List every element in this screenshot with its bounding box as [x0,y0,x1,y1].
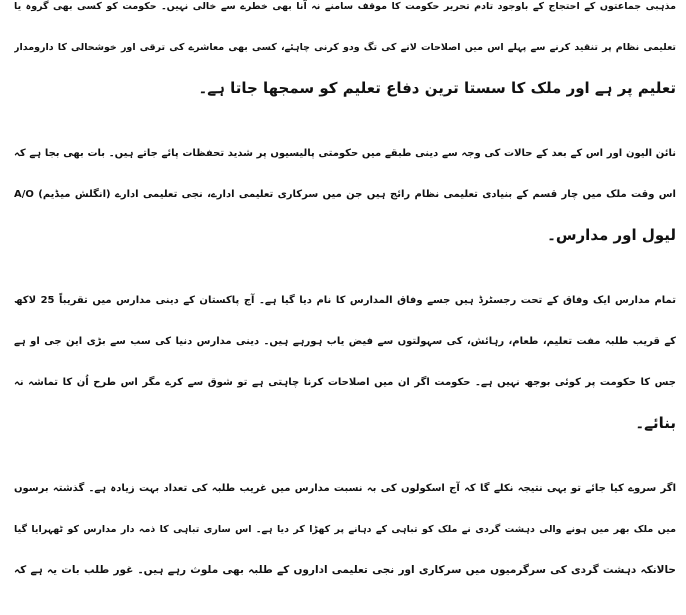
text-line: جس کا حکومت پر کوئی بوجھ نہیں ہے۔ حکومت اگر ان میں اصلاحات کرنا چاہتی ہے تو شوق سے کرے مگر اس طرح اُن کا تماشہ نہ [14,377,676,388]
paragraph-2 [14,133,676,256]
paragraph-4 [14,468,676,591]
text-line: بنائے۔ [635,414,676,432]
text-line: تعلیمی نظام پر تنقید کرنے سے پہلے اس میں اصلاحات لانے کی تگ ودو کرنی چاہئے، کسی بھی معاشرے کی ترقی اور خوشحالی کا دارومدار [14,42,676,53]
paragraph-1 [14,0,676,109]
text-line: تعلیم پر ہے اور ملک کا سستا ترین دفاع تعلیم کو سمجھا جاتا ہے۔ [198,79,676,97]
text-line: اگر سروے کیا جائے تو یہی نتیجہ نکلے گا کہ آج اسکولوں کی بہ نسبت مدارس میں غریب طلبہ کی تعداد بہت زیادہ ہے۔ گذشتہ برسوں [14,483,676,494]
text-line: مذہبی جماعتوں کے احتجاج کے باوجود تادم تحریر حکومت کا موقف سامنے نہ آنا بھی خطرے سے خالی نہیں۔ حکومت کو کسی بھی گروہ یا [14,1,676,12]
text-line: میں ملک بھر میں ہونے والی دہشت گردی نے ملک کو تباہی کے دہانے پر کھڑا کر دیا ہے۔ اس ساری تباہی کا ذمہ دار مدارس کو ٹھہرایا گیا [14,524,676,535]
text-line: نائن الیون اور اس کے بعد کے حالات کی وجہ سے دینی طبقے میں حکومتی پالیسیوں پر شدید تحفظات پائے جاتے ہیں۔ بات بھی بجا ہے کہ [14,148,676,159]
text-line: کے قریب طلبہ مفت تعلیم، طعام، رہائش، کی سہولتوں سے فیض یاب ہورہے ہیں۔ دینی مدارس دنیا کی سب سے بڑی این جی او ہے [14,336,676,347]
text-line: اس وقت ملک میں چار قسم کے بنیادی تعلیمی نظام رائج ہیں جن میں سرکاری تعلیمی ادارے، نجی تعلیمی ادارے (انگلش میڈیم) A/O [14,189,676,200]
text-line: تمام مدارس ایک وفاق کے تحت رجسٹرڈ ہیں جسے وفاق المدارس کا نام دیا گیا ہے۔ آج پاکستان کے دینی مدارس میں تقریباً 25 لاکھ [14,295,676,306]
paragraph-3 [14,280,676,444]
text-line: لیول اور مدارس۔ [547,226,676,244]
text-line: حالانکہ دہشت گردی کی سرگرمیوں میں سرکاری اور نجی تعلیمی اداروں کے طلبہ بھی ملوث رہے ہیں۔ غور طلب بات یہ ہے کہ [14,564,676,576]
